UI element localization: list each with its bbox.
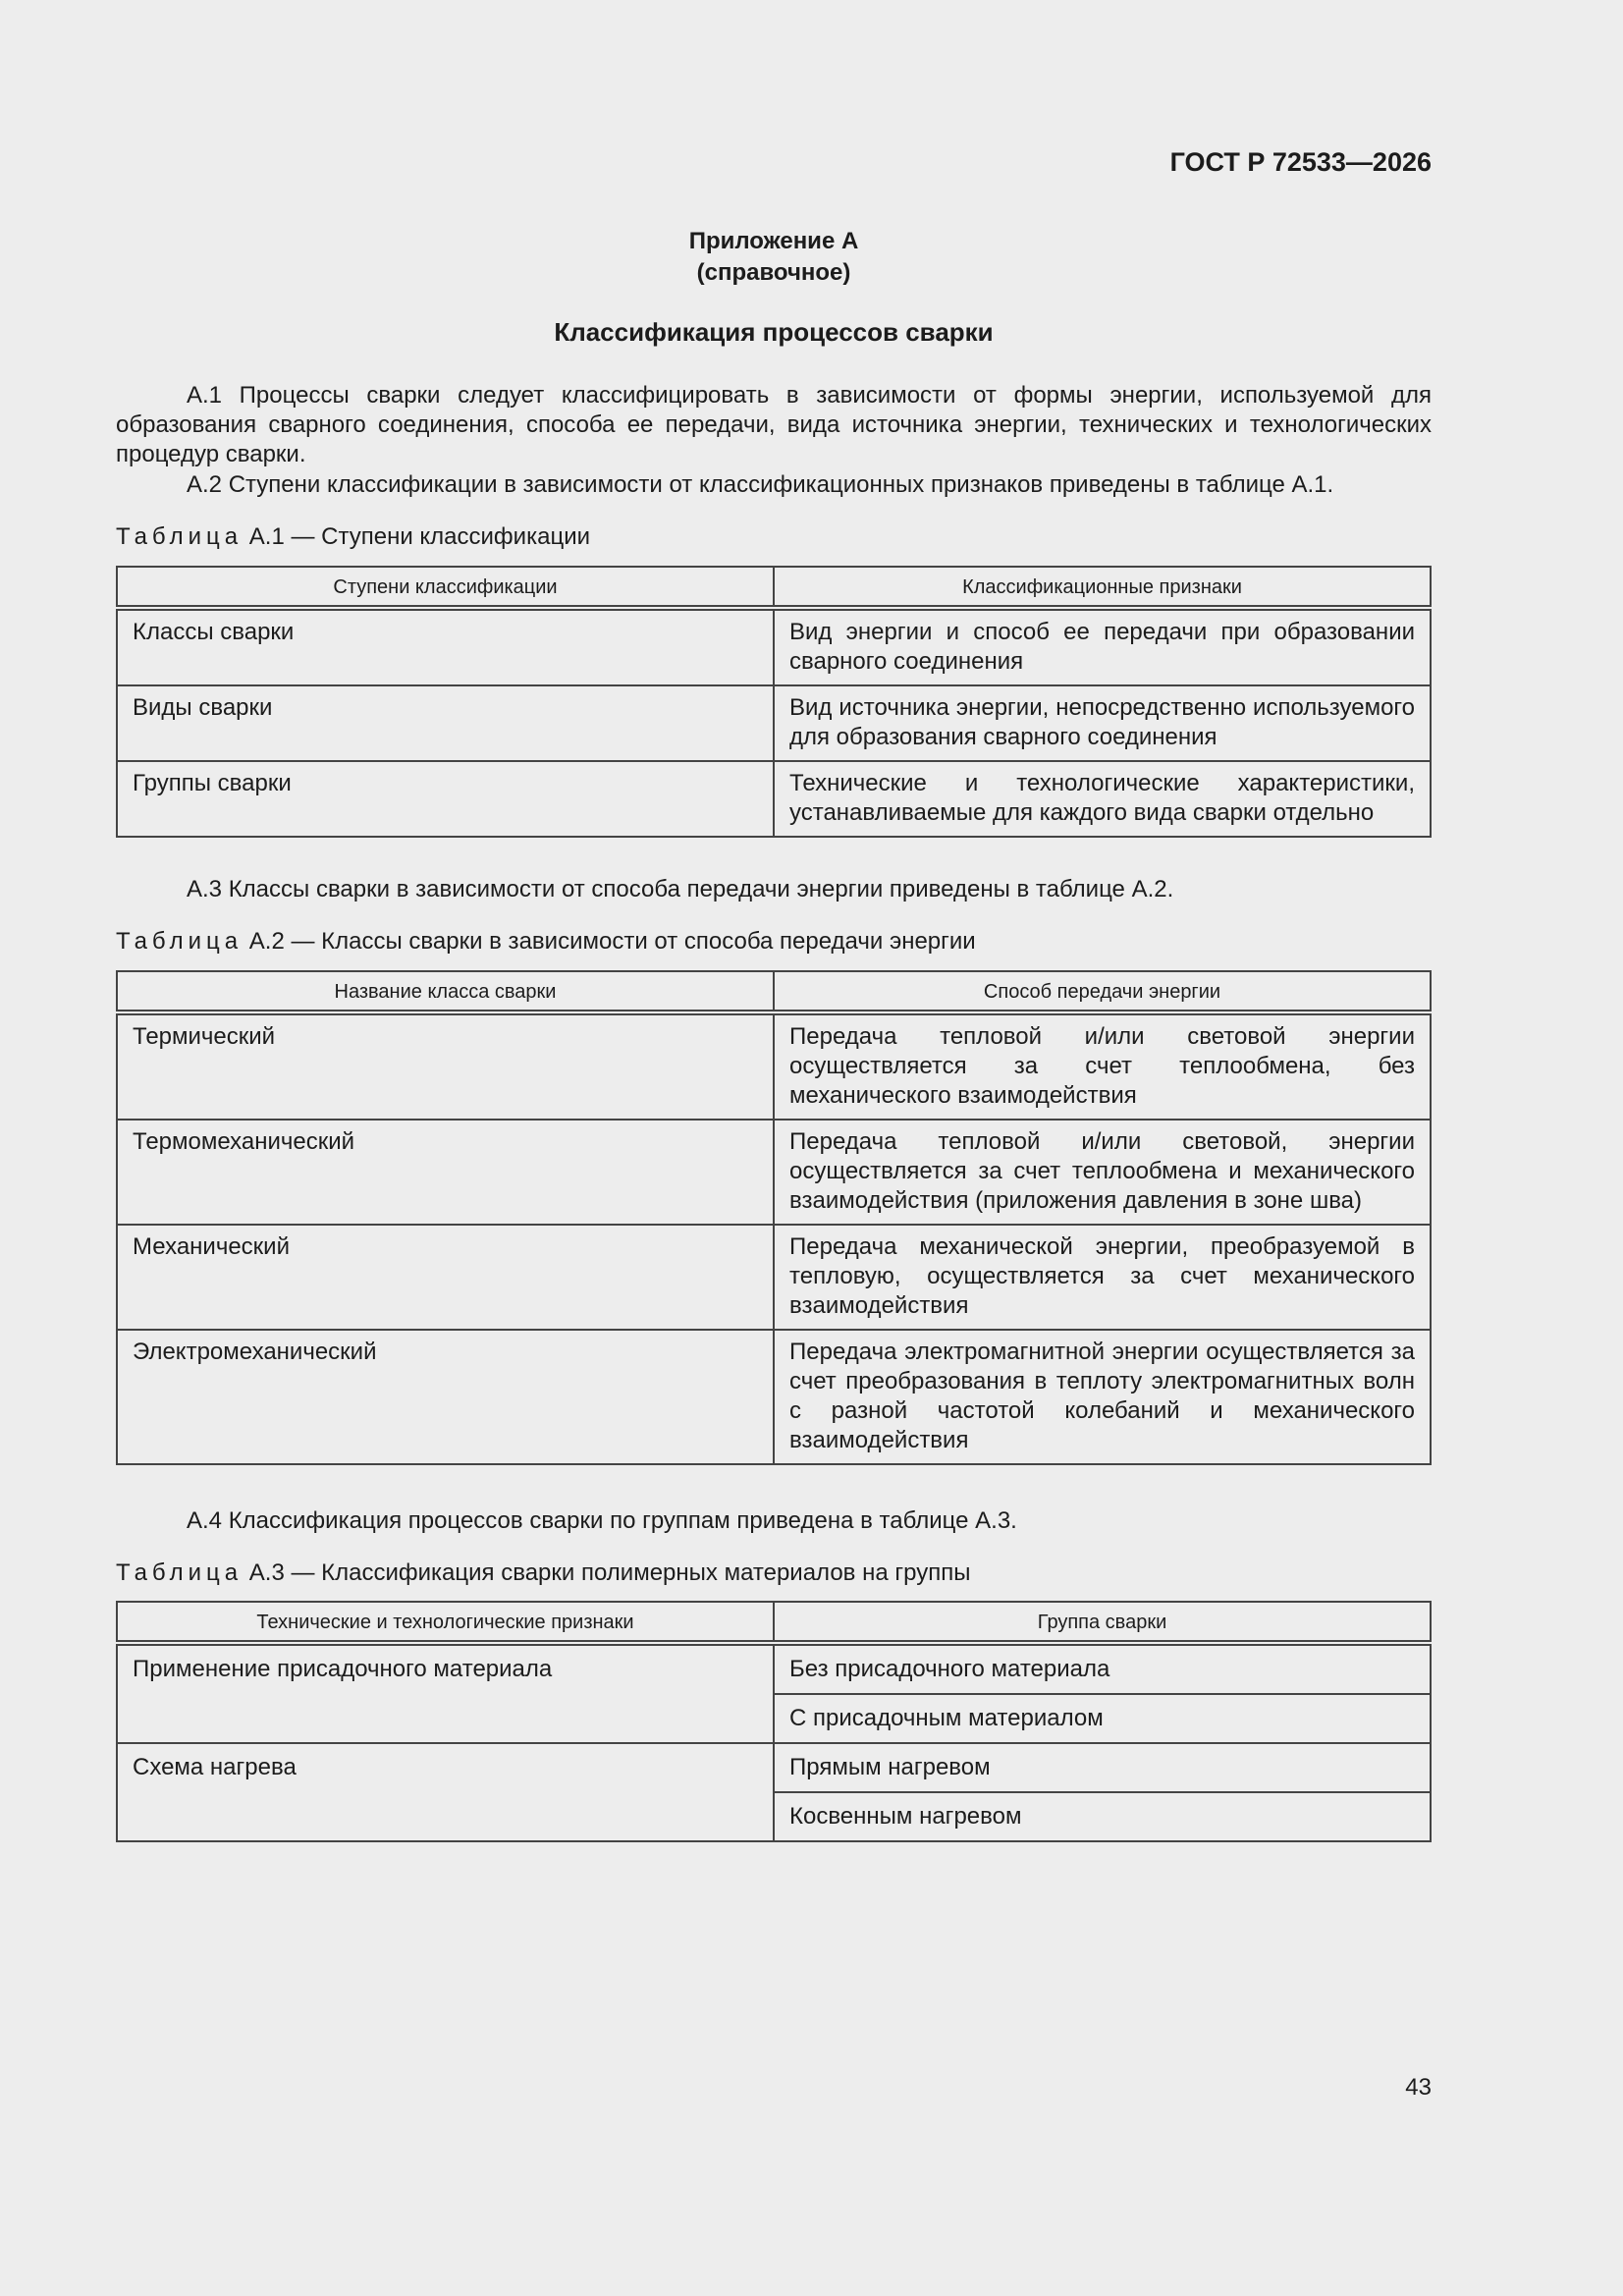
column-header: Название класса сварки — [117, 971, 774, 1012]
caption-text: А.1 — Ступени классификации — [248, 523, 591, 550]
table-row — [117, 1330, 1431, 1464]
table-cell: С присадочным материалом — [774, 1694, 1431, 1743]
table-header-row — [117, 971, 1431, 1012]
table-cell: Передача электромагнитной энергии осуществляется за счет преобразования в теплоту электромагнитных волн с разной частотой колебаний и механического взаимодействия — [774, 1330, 1431, 1464]
table-cell: Термический — [117, 1012, 774, 1120]
paragraph-a2: А.2 Ступени классификации в зависимости от классификационных признаков приведены в таблице А.1. — [187, 471, 1334, 498]
paragraph-a3: А.3 Классы сварки в зависимости от способа передачи энергии приведены в таблице А.2. — [187, 876, 1174, 902]
table-row — [117, 608, 1431, 685]
paragraph-a4: А.4 Классификация процессов сварки по группам приведена в таблице А.3. — [187, 1507, 1017, 1534]
caption-word: Таблица — [116, 1559, 243, 1586]
column-header: Способ передачи энергии — [774, 971, 1431, 1012]
column-header: Классификационные признаки — [774, 567, 1431, 608]
table-header-row — [117, 1602, 1431, 1643]
table-row — [117, 1225, 1431, 1330]
table-cell: Термомеханический — [117, 1120, 774, 1225]
appendix-heading — [0, 226, 1547, 289]
section-title: Классификация процессов сварки — [554, 317, 994, 347]
caption-text: А.3 — Классификация сварки полимерных материалов на группы — [248, 1559, 971, 1586]
table-cell: Вид источника энергии, непосредственно используемого для образования сварного соединения — [774, 685, 1431, 761]
table-cell: Косвенным нагревом — [774, 1792, 1431, 1841]
table-cell: Группы сварки — [117, 761, 774, 837]
table-cell: Виды сварки — [117, 685, 774, 761]
table-row — [117, 685, 1431, 761]
table-cell: Передача тепловой и/или световой энергии осуществляется за счет теплообмена, без механического взаимодействия — [774, 1012, 1431, 1120]
table-cell: Вид энергии и способ ее передачи при образовании сварного соединения — [774, 608, 1431, 685]
caption-text: А.2 — Классы сварки в зависимости от способа передачи энергии — [248, 928, 976, 955]
table-row — [117, 1743, 1431, 1792]
column-header: Технические и технологические признаки — [117, 1602, 774, 1643]
table-cell: Классы сварки — [117, 608, 774, 685]
table-cell: Передача тепловой и/или световой, энергии осуществляется за счет теплообмена и механического взаимодействия (приложения давления в зоне шва) — [774, 1120, 1431, 1225]
table-row — [117, 1012, 1431, 1120]
paragraph-a1: А.1 Процессы сварки следует классифицировать в зависимости от формы энергии, используемой для образования сварного соединения, способа ее передачи, вида источника энергии, технических и технологических процедур сварки. — [116, 382, 1432, 467]
table-a2-caption — [116, 928, 976, 956]
table-a3-caption — [116, 1559, 970, 1587]
table-a2 — [116, 970, 1432, 1465]
appendix-title: Приложение А — [688, 228, 859, 254]
table-row — [117, 1120, 1431, 1225]
table-header-row — [117, 567, 1431, 608]
table-cell: Механический — [117, 1225, 774, 1330]
table-cell: Применение присадочного материала — [117, 1643, 774, 1743]
table-row — [117, 761, 1431, 837]
table-cell: Прямым нагревом — [774, 1743, 1431, 1792]
caption-word: Таблица — [116, 928, 243, 955]
table-cell: Схема нагрева — [117, 1743, 774, 1841]
table-a3 — [116, 1601, 1432, 1842]
appendix-subtitle: (справочное) — [696, 259, 851, 286]
table-row — [117, 1643, 1431, 1694]
standard-code: ГОСТ Р 72533—2026 — [1169, 147, 1432, 177]
caption-word: Таблица — [116, 523, 243, 550]
column-header: Ступени классификации — [117, 567, 774, 608]
table-a1-caption — [116, 523, 590, 551]
table-cell: Электромеханический — [117, 1330, 774, 1464]
table-cell: Технические и технологические характеристики, устанавливаемые для каждого вида сварки отдельно — [774, 761, 1431, 837]
page-number: 43 — [1405, 2074, 1432, 2101]
table-cell: Без присадочного материала — [774, 1643, 1431, 1694]
table-a1 — [116, 566, 1432, 838]
column-header: Группа сварки — [774, 1602, 1431, 1643]
table-cell: Передача механической энергии, преобразуемой в тепловую, осуществляется за счет механического взаимодействия — [774, 1225, 1431, 1330]
